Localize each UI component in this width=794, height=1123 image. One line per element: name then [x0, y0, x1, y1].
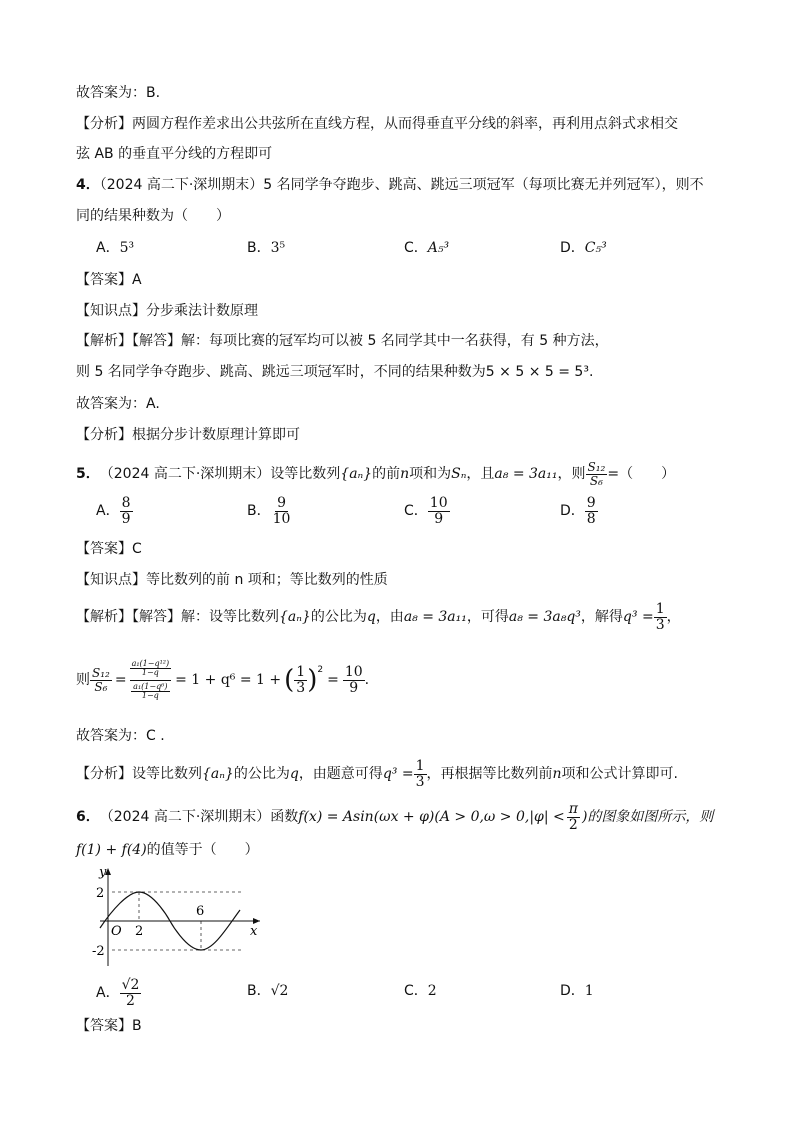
fraction-numerator: 9: [586, 494, 596, 511]
variable: q: [289, 766, 299, 782]
solution-text: ，由: [375, 609, 404, 625]
fraction-denominator: 9: [434, 510, 444, 527]
q4-solution-1: 【解析】【解答】解：每项比赛的冠军均可以被 5 名同学其中一名获得，有 5 种方法，: [76, 333, 609, 349]
equals-sign: =: [327, 672, 339, 688]
option-label: A．: [96, 985, 120, 1001]
fraction-denominator: 3: [655, 616, 665, 633]
q6-stem-text: )的图象如图所示，则: [581, 809, 714, 825]
q4-source: （2024 高二下·深圳期末）: [99, 177, 264, 193]
q4-number: 4．: [76, 177, 100, 193]
analysis-text: 的公比为: [233, 766, 290, 782]
q5-ratio-fraction: [586, 461, 608, 487]
fraction: [131, 683, 169, 701]
sequence: {aₙ}: [279, 609, 311, 625]
fraction-numerator: √2: [121, 976, 140, 993]
right-paren: ): [307, 665, 318, 695]
q5-source: （2024 高二下·深圳期末）: [99, 466, 271, 482]
sequence: {aₙ}: [202, 766, 234, 782]
q5-option-d: [560, 494, 598, 528]
fraction-numerator: 1: [296, 663, 306, 680]
q5-solution-1: [76, 600, 681, 634]
q4-stem-line1: 5 名同学争夺跑步、跳高、跳远三项冠军（每项比赛无并列冠军），则不: [263, 177, 704, 193]
option-label: B．: [247, 503, 271, 519]
analysis-text: 【分析】设等比数列: [76, 766, 202, 782]
option-label: B．: [247, 983, 271, 999]
q4-analysis: 【分析】根据分步计数原理计算即可: [76, 427, 300, 443]
option-text: 1: [584, 983, 594, 999]
y-max-label: 2: [96, 886, 105, 901]
option-label: B．: [247, 240, 271, 256]
equation: q³ =: [622, 609, 654, 625]
q5-final-answer: 故答案为：C .: [76, 728, 165, 744]
option-label: A．: [96, 240, 120, 256]
q5-solution-2: [76, 642, 369, 718]
fraction-numerator: S₁₂: [92, 665, 110, 680]
fraction-denominator: 10: [272, 510, 291, 527]
q5-stem-text: 项和为: [409, 466, 452, 482]
fraction: [567, 802, 580, 832]
fraction: [294, 665, 307, 695]
q4-option-d: [560, 238, 607, 258]
q4-option-b: [247, 238, 285, 258]
q6-option-a: [96, 976, 141, 1010]
q5-stem-text: ，则: [557, 466, 586, 482]
q5-knowledge: 【知识点】等比数列的前 n 项和；等比数列的性质: [76, 572, 388, 588]
q6-stem-text: 函数: [270, 809, 299, 825]
q4-answer: 【答案】A: [76, 272, 142, 288]
sine-graph: [90, 862, 270, 972]
option-label: C．: [404, 240, 428, 256]
fraction: [343, 665, 365, 695]
solution-text: .: [364, 672, 370, 688]
q4-option-c: [404, 238, 449, 258]
fraction-denominator: S₆: [589, 473, 603, 488]
solution-text: ，解得: [580, 609, 623, 625]
equation: q³ =: [382, 766, 414, 782]
q5-stem-text: 设等比数列: [270, 466, 341, 482]
q5-sequence: {aₙ}: [340, 466, 373, 482]
q6-source: （2024 高二下·深圳期末）: [99, 809, 271, 825]
solution-text: 则: [76, 672, 90, 688]
q5-stem-text: 的前: [372, 466, 401, 482]
equation: = 1 + q⁶ = 1 +: [175, 672, 282, 688]
fraction-denominator: 3: [296, 679, 306, 696]
q5-condition: a₈ = 3a₁₁: [494, 466, 558, 482]
solution-text: ，: [666, 609, 681, 625]
prev-analysis-line: 【分析】两圆方程作差求出公共弦所在直线方程，从而得垂直平分线的斜率，再利用点斜式求相交: [76, 116, 678, 132]
fraction-numerator: 9: [277, 494, 286, 511]
x-peak-label: 2: [135, 924, 144, 939]
q6-stem-line2: [76, 840, 259, 860]
equation: a₈ = 3a₈q³: [508, 609, 581, 625]
q4-stem: [76, 175, 704, 195]
compound-fraction: [130, 660, 172, 701]
option-fraction: [271, 496, 293, 526]
y-axis-label: y: [99, 865, 107, 880]
fraction-numerator: 10: [429, 494, 448, 511]
fraction: [90, 667, 112, 693]
q5-option-a: [96, 494, 133, 528]
prev-answer-line: 故答案为：B.: [76, 85, 161, 101]
q4-knowledge: 【知识点】分步乘法计数原理: [76, 303, 258, 319]
option-text: 5³: [119, 240, 135, 256]
q5-answer: 【答案】C: [76, 541, 142, 557]
q6-option-c: [404, 981, 437, 1001]
fraction-numerator: 1: [415, 757, 425, 774]
option-fraction: [120, 978, 142, 1008]
q4-final-answer: 故答案为：A.: [76, 396, 160, 412]
q5-option-c: [404, 494, 450, 528]
option-label: C．: [404, 983, 428, 999]
q4-solution-2: 则 5 名同学争夺跑步、跳高、跳远三项冠军时，不同的结果种数为5 × 5 × 5 = 5³.: [76, 364, 594, 380]
option-text: C₅³: [584, 240, 607, 256]
q6-answer: 【答案】B: [76, 1018, 142, 1034]
q5-stem: [76, 457, 675, 491]
left-paren: (: [284, 665, 295, 695]
q6-option-d: [560, 981, 594, 1001]
fraction-numerator: 10: [344, 663, 363, 680]
variable: q: [366, 609, 376, 625]
fraction-denominator: 8: [586, 510, 596, 527]
fraction: [414, 759, 427, 789]
fraction: [130, 660, 172, 678]
option-label: D．: [560, 240, 585, 256]
q5-stem-text: =（ ）: [607, 466, 676, 482]
origin-label: O: [111, 924, 122, 939]
fraction-numerator: 1: [655, 600, 665, 617]
q6-number: 6．: [76, 809, 100, 825]
option-text: 2: [427, 983, 437, 999]
q5-analysis: [76, 757, 678, 791]
fraction-denominator: 3: [415, 773, 425, 790]
fraction-numerator: S₁₂: [587, 459, 606, 474]
option-label: D．: [560, 983, 585, 999]
q6-option-b: [247, 981, 288, 1001]
prev-analysis-line-2: 弦 AB 的垂直平分线的方程即可: [76, 146, 273, 162]
q6-expression: f(1) + f(4): [76, 842, 147, 858]
fraction-denominator: 2: [126, 992, 135, 1009]
q4-stem-line2: 同的结果种数为（ ）: [76, 208, 230, 224]
fraction-denominator: S₆: [94, 679, 108, 694]
solution-text: 的公比为: [310, 609, 367, 625]
option-text: 3⁵: [270, 240, 286, 256]
variable: n: [552, 766, 562, 782]
analysis-text: ，由题意可得: [298, 766, 383, 782]
solution-text: 【解析】【解答】解：设等比数列: [76, 609, 279, 625]
q6-stem-text: 的值等于（ ）: [146, 842, 259, 858]
option-text: A₅³: [427, 240, 450, 256]
q5-option-b: [247, 494, 292, 528]
q5-variable: n: [400, 466, 410, 482]
option-label: C．: [404, 503, 428, 519]
fraction-denominator: 1−q: [141, 668, 159, 678]
fraction-denominator: 2: [568, 816, 578, 833]
fraction-numerator: 8: [121, 494, 131, 511]
fraction-numerator: a₁(1−q⁶): [133, 681, 168, 691]
fraction-numerator: a₁(1−q¹²): [131, 658, 170, 668]
option-text: √2: [270, 983, 289, 999]
fraction-numerator: π: [568, 800, 578, 817]
y-min-label: -2: [92, 944, 105, 959]
q5-stem-text: ，且: [466, 466, 495, 482]
option-fraction: [428, 496, 450, 526]
equals-sign: =: [114, 672, 127, 688]
analysis-text: 项和公式计算即可.: [561, 766, 678, 782]
q6-function: f(x) = Asin(ωx + φ)(A > 0,ω > 0,|φ| <: [298, 809, 565, 825]
solution-text: ，可得: [466, 609, 509, 625]
x-axis-label: x: [250, 924, 258, 939]
option-fraction: [120, 496, 133, 526]
condition: a₈ = 3a₁₁: [403, 609, 467, 625]
fraction-denominator: 9: [349, 679, 359, 696]
fraction-denominator: 1−q: [141, 690, 159, 700]
option-fraction: [585, 496, 598, 526]
exponent: 2: [317, 665, 324, 675]
fraction-bar: [130, 680, 172, 681]
option-label: A．: [96, 503, 120, 519]
q5-number: 5．: [76, 466, 100, 482]
q5-variable: Sₙ: [451, 466, 467, 482]
q4-option-a: [96, 238, 134, 258]
fraction: [654, 602, 667, 632]
fraction-denominator: 9: [121, 510, 131, 527]
option-label: D．: [560, 503, 585, 519]
analysis-text: ，再根据等比数列前: [426, 766, 553, 782]
q6-stem: [76, 800, 713, 834]
x-trough-label: 6: [196, 904, 205, 919]
